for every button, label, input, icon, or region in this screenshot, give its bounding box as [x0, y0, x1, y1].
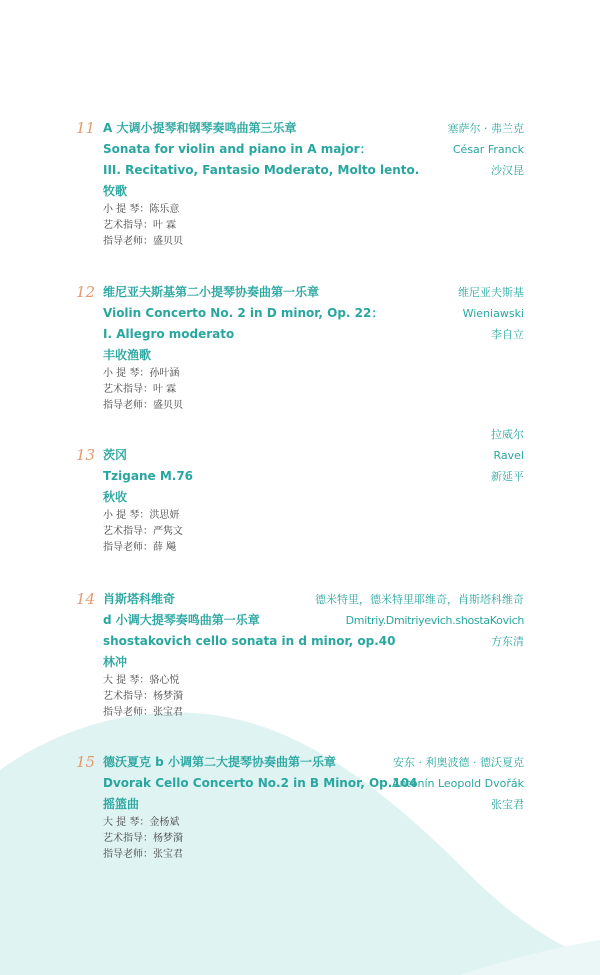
credit-name: 杨梦漪	[153, 691, 183, 702]
credit-line	[103, 508, 193, 524]
arranger-name: 新延平	[491, 470, 524, 483]
credit-role: 指导老师：	[103, 707, 153, 718]
credit-line	[103, 689, 396, 705]
credit-name: 叶 霖	[153, 384, 177, 395]
credit-role: 指导老师：	[103, 400, 153, 411]
entry-number: 12	[76, 283, 96, 301]
composer-column	[392, 752, 524, 815]
credit-name: 杨梦漪	[153, 833, 183, 844]
credit-line	[103, 815, 417, 831]
credit-line	[103, 831, 417, 847]
composer-name: Antonín Leopold Dvořák	[391, 777, 524, 790]
title-line: A 大调小提琴和钢琴奏鸣曲第三乐章	[103, 121, 297, 135]
credit-line	[103, 398, 383, 414]
credit-role: 艺术指导：	[103, 691, 153, 702]
composer-name: Wieniawski	[462, 307, 524, 320]
composer-name: César Franck	[452, 143, 524, 156]
credit-role: 艺术指导：	[103, 384, 153, 395]
title-line: d 小调大提琴奏鸣曲第一乐章	[103, 613, 260, 627]
credit-name: 张宝君	[153, 849, 183, 860]
composer-chinese: 德米特里，德米特里耶维奇，肖斯塔科维奇	[315, 593, 524, 606]
credit-line	[103, 673, 396, 689]
composer-name: Ravel	[493, 449, 524, 462]
credit-line	[103, 705, 396, 721]
credit-line	[103, 366, 383, 382]
title-line: 德沃夏克 b 小调第二大提琴协奏曲第一乐章	[103, 755, 336, 769]
credit-line	[103, 382, 383, 398]
credit-role: 大 提 琴：	[103, 675, 150, 686]
credit-name: 洪思妍	[149, 510, 180, 521]
composer-column	[458, 282, 524, 345]
credit-name: 陈乐意	[149, 204, 180, 215]
title-line: 维尼亚夫斯基第二小提琴协奏曲第一乐章	[103, 285, 320, 299]
title-line: 丰收渔歌	[103, 348, 152, 362]
title-line: 秋收	[103, 490, 128, 504]
credit-role: 小 提 琴：	[103, 204, 150, 215]
credit-name: 薛 飚	[153, 542, 177, 553]
composer-chinese: 拉威尔	[491, 428, 524, 441]
title-line: III. Recitativo, Fantasio Moderato, Molto lento.	[103, 163, 420, 177]
credit-role: 小 提 琴：	[103, 510, 150, 521]
credit-name: 严隽文	[153, 526, 183, 537]
title-line: 摇篮曲	[103, 797, 140, 811]
credit-name: 金杨斌	[149, 817, 180, 828]
title-line: Sonata for violin and piano in A major：	[103, 142, 372, 156]
title-line: I. Allegro moderato	[103, 327, 235, 341]
credit-role: 艺术指导：	[103, 833, 153, 844]
credit-name: 孙叶涵	[149, 368, 180, 379]
credit-line	[103, 524, 193, 540]
title-line: 茨冈	[103, 448, 128, 462]
credit-line	[103, 847, 417, 863]
credit-name: 叶 霖	[153, 220, 177, 231]
composer-chinese: 维尼亚夫斯基	[458, 286, 524, 299]
credit-name: 张宝君	[153, 707, 183, 718]
title-line: 林冲	[103, 655, 128, 669]
arranger-name: 张宝君	[491, 798, 524, 811]
title-line: 牧歌	[103, 184, 128, 198]
composer-column	[448, 118, 525, 181]
composer-column	[491, 424, 524, 487]
composer-name: Dmitriy.Dmitriyevich.shostaKovich	[345, 614, 524, 627]
composer-chinese: 安东 · 利奥波德 · 德沃夏克	[393, 756, 524, 769]
credit-line	[103, 234, 419, 250]
title-line: 肖斯塔科维奇	[103, 592, 176, 606]
credit-line	[103, 202, 419, 218]
entry-details	[103, 752, 417, 863]
credit-name: 骆心悦	[149, 675, 180, 686]
entry-details	[103, 118, 419, 250]
composer-chinese: 塞萨尔 · 弗兰克	[447, 122, 524, 135]
credit-role: 艺术指导：	[103, 526, 153, 537]
title-line: Tzigane M.76	[103, 469, 194, 483]
title-line: shostakovich cello sonata in d minor, op.40	[103, 634, 396, 648]
credit-line	[103, 218, 419, 234]
arranger-name: 李自立	[491, 328, 524, 341]
entry-details	[103, 282, 383, 414]
entry-number: 13	[76, 446, 96, 464]
credit-role: 指导老师：	[103, 236, 153, 247]
credit-role: 大 提 琴：	[103, 817, 150, 828]
arranger-name: 沙汉昆	[491, 164, 524, 177]
credit-role: 指导老师：	[103, 542, 153, 553]
title-line: Violin Concerto No. 2 in D minor, Op. 22：	[103, 306, 384, 320]
credit-line	[103, 540, 193, 556]
credit-role: 艺术指导：	[103, 220, 153, 231]
composer-column	[315, 589, 524, 652]
credit-name: 盛贝贝	[153, 236, 183, 247]
credit-name: 盛贝贝	[153, 400, 183, 411]
entry-details	[103, 445, 193, 556]
entry-number: 14	[76, 590, 96, 608]
credit-role: 指导老师：	[103, 849, 153, 860]
credit-role: 小 提 琴：	[103, 368, 150, 379]
entry-number: 15	[76, 753, 96, 771]
title-line: Dvorak Cello Concerto No.2 in B Minor, Op.104	[103, 776, 418, 790]
arranger-name: 方东清	[491, 635, 524, 648]
entry-number: 11	[76, 119, 96, 137]
